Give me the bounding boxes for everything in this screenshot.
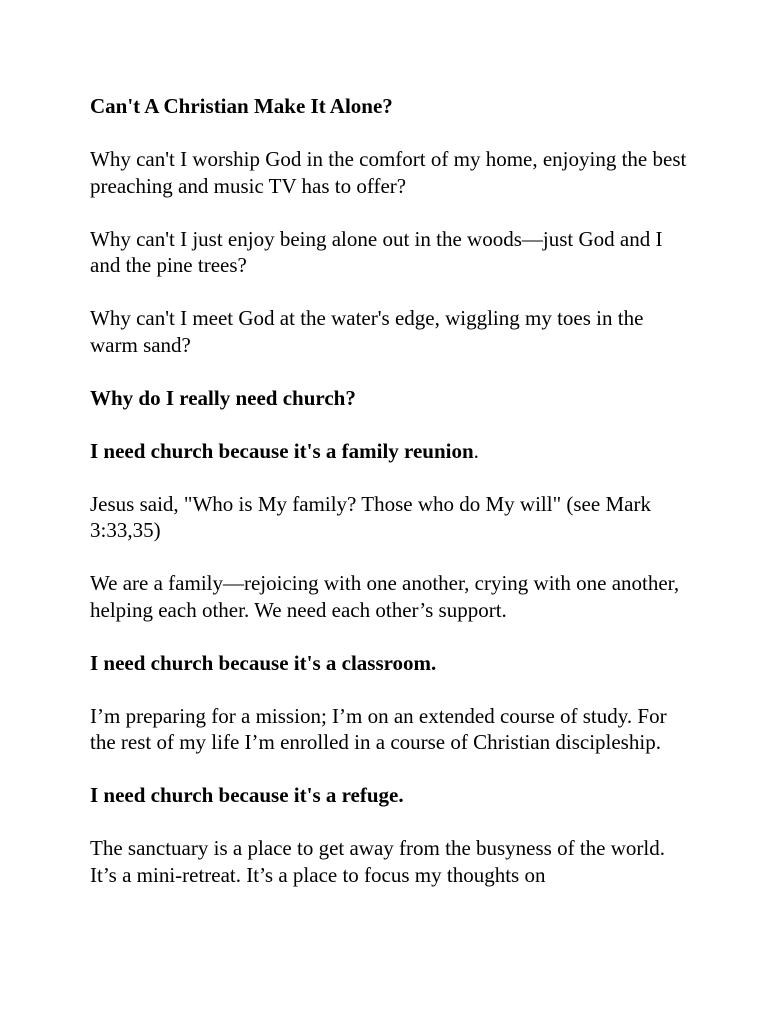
document-page [90, 93, 690, 915]
paragraph-jesus-family: Jesus said, "Who is My family? Those who do My will" (see Mark 3:33,35) [90, 491, 651, 542]
paragraph-water-edge: Why can't I meet God at the water's edge, wiggling my toes in the warm sand? [90, 306, 644, 357]
classroom-heading: I need church because it's a classroom. [90, 650, 437, 675]
paragraph-we-are-family: We are a family—rejoicing with one another, crying with one another, helping each other. We need each other’s support. [90, 571, 680, 622]
question-heading: Why do I really need church? [90, 385, 356, 410]
paragraph-refuge: The sanctuary is a place to get away from the busyness of the world. It’s a mini-retreat. It’s a place to focus my thoughts on [90, 836, 665, 887]
refuge-heading: I need church because it's a refuge. [90, 783, 404, 807]
paragraph-alone-in-woods: Why can't I just enjoy being alone out in the woods—just God and I and the pine trees? [90, 226, 663, 277]
document-title: Can't A Christian Make It Alone? [90, 94, 393, 118]
paragraph-classroom: I’m preparing for a mission; I’m on an extended course of study. For the rest of my life I’m enrolled in a course of Christian discipleship. [90, 703, 667, 754]
family-reunion-heading-period: . [473, 438, 479, 463]
family-reunion-heading-text: I need church because it's a family reunion [90, 438, 474, 463]
family-reunion-heading [90, 438, 690, 465]
paragraph-worship-at-home: Why can't I worship God in the comfort of my home, enjoying the best preaching and music TV has to offer? [90, 147, 687, 198]
